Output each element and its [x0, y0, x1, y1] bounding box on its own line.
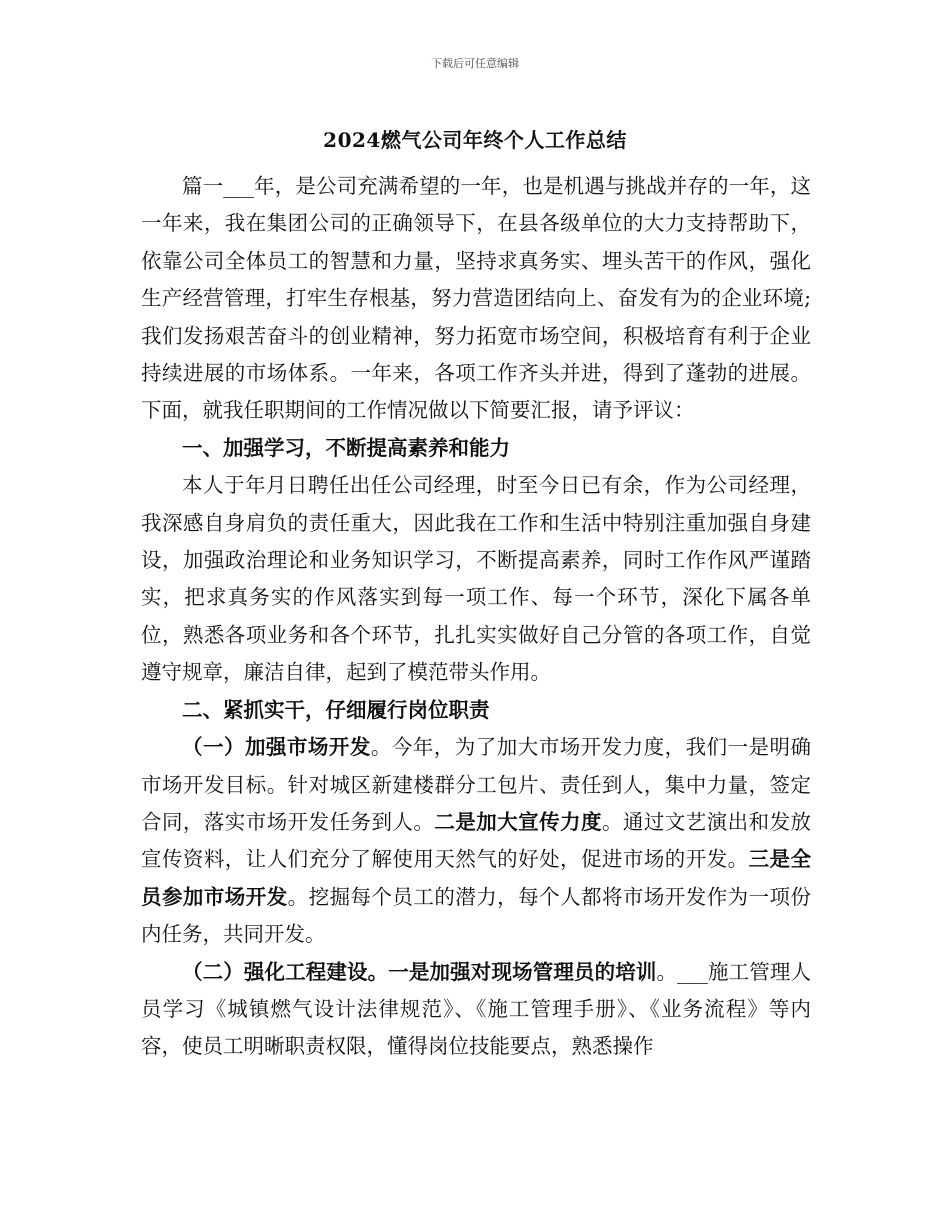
- paragraph-text: 。通过文艺演出和发放宣传资料，让人们充分了解使用天然气的好处，促进市场的开发。: [141, 809, 812, 872]
- bold-phrase-all-staff: 三是全员参加市场开发: [141, 847, 812, 909]
- paragraph-text: 。今年，为了加大市场开发力度，我们一是明确市场开发目标。针对城区新建楼群分工包片、责任到人，集中力量，签定合同，落实市场开发任务到人。: [141, 735, 812, 834]
- paragraph-text: 。挖掘每个员工的潜力，每个人都将市场开发作为一项份内任务，共同开发。: [141, 884, 812, 947]
- market-development-paragraph: [141, 729, 811, 953]
- section-heading-2: 二、紧抓实干，仔细履行岗位职责: [182, 697, 490, 722]
- document-body: [141, 168, 811, 1066]
- section-1-paragraph: 本人于年月日聘任出任公司经理，时至今日已有余，作为公司经理，我深感自身肩负的责任重大，因此我在工作和生活中特别注重加强自身建设，加强政治理论和业务知识学习，不断提高素养，同时工作作风严谨踏实，把求真务实的作风落实到每一项工作、每一个环节，深化下属各单位，熟悉各项业务和各个环节，扎扎实实做好自己分管的各项工作，自觉遵守规章，廉洁自律，起到了模范带头作用。: [141, 473, 811, 685]
- paragraph-text: 。___施工管理人员学习《城镇燃气设计法律规范》、《施工管理手册》、《业务流程》等内容，使员工明晰职责权限，懂得岗位技能要点，熟悉操作: [141, 959, 812, 1059]
- page-header-note: 下载后可任意编辑: [431, 57, 519, 70]
- bold-phrase-publicity: 二是加大宣传力度: [434, 809, 602, 834]
- intro-paragraph: 篇一___年，是公司充满希望的一年，也是机遇与挑战并存的一年，这一年来，我在集团公司的正确领导下，在县各级单位的大力支持帮助下，依靠公司全体员工的智慧和力量，坚持求真务实、埋头苦干的作风，强化生产经营管理，打牢生存根基，努力营造团结向上、奋发有为的企业环境;我们发扬艰苦奋斗的创业精神，努力拓宽市场空间，积极培育有利于企业持续进展的市场体系。一年来，各项工作齐头并进，得到了蓬勃的进展。下面，就我任职期间的工作情况做以下简要汇报，请予评议：: [141, 174, 811, 423]
- engineering-paragraph: [141, 954, 811, 1066]
- section-heading-1: 一、加强学习，不断提高素养和能力: [182, 435, 510, 460]
- subheading-engineering: （二）强化工程建设。一是加强对现场管理员的培训: [182, 959, 657, 984]
- document-title: 2024燃气公司年终个人工作总结: [323, 128, 627, 152]
- subheading-market-development: （一）加强市场开发: [182, 735, 371, 760]
